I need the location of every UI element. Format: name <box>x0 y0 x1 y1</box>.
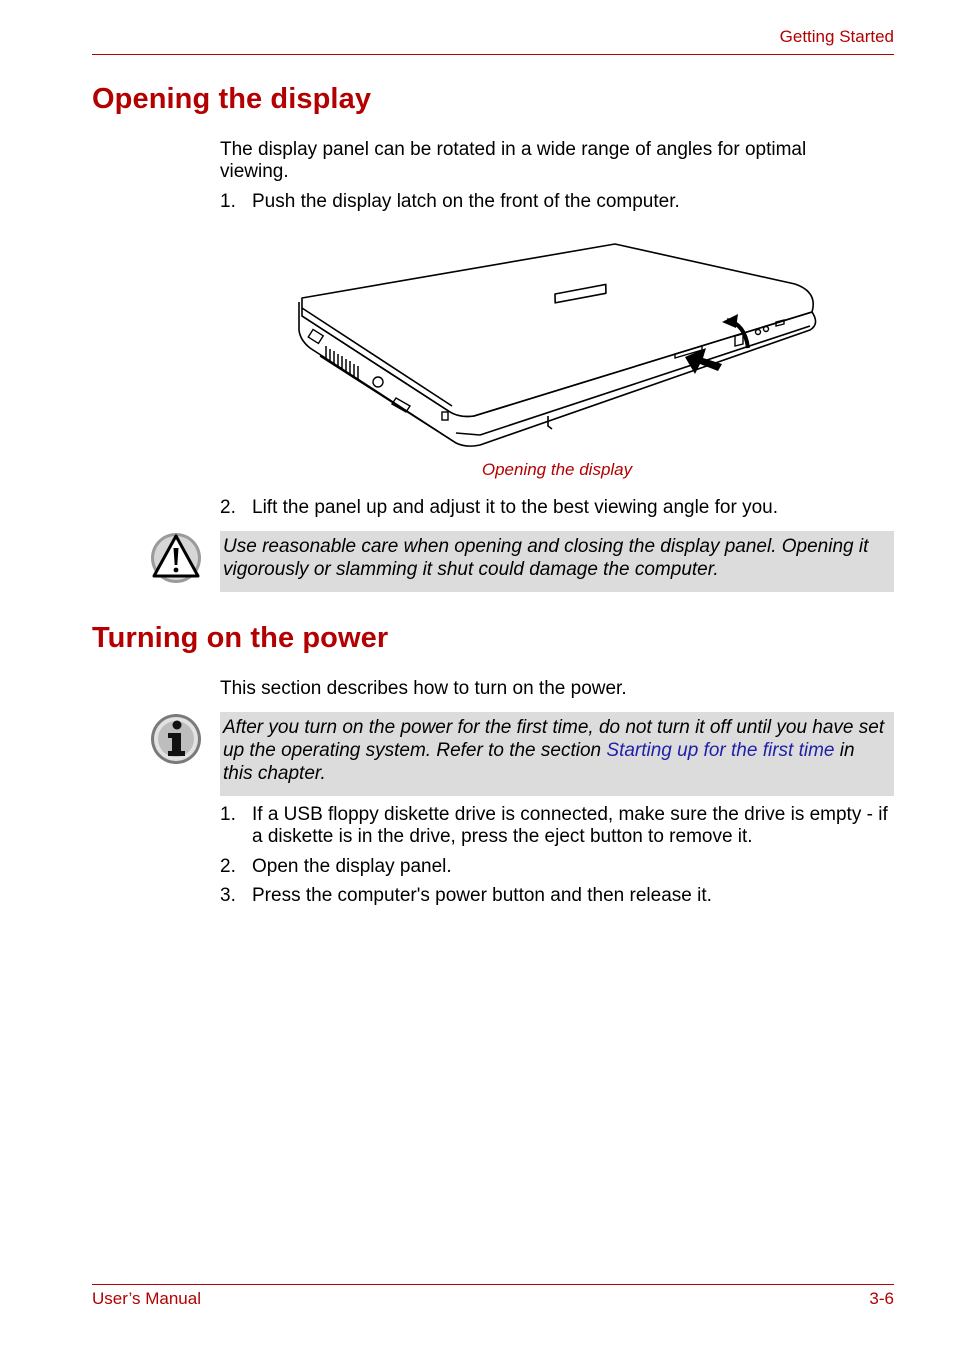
info-note-text-end: in this chapter. <box>223 740 855 784</box>
caution-text: Use reasonable care when opening and closing the display panel. Opening it vigorously or slamming it shut could damage the computer. <box>223 536 869 580</box>
power-intro-paragraph: This section describes how to turn on the power. <box>220 678 627 699</box>
starting-up-link[interactable]: Starting up for the first time <box>606 740 835 761</box>
power-step-3 <box>220 885 892 907</box>
caution-note <box>220 531 894 592</box>
running-header: Getting Started <box>779 27 894 46</box>
step-push-latch <box>220 191 892 213</box>
footer-rule <box>92 1284 894 1285</box>
figure-caption: Opening the display <box>481 460 633 479</box>
power-step-2 <box>220 856 892 878</box>
section-title-turning-on-power: Turning on the power <box>92 622 389 654</box>
step-number: 2. <box>220 497 236 518</box>
step-text: Press the computer's power button and then release it. <box>252 885 712 906</box>
page-number: 3-6 <box>869 1289 894 1308</box>
power-step-1 <box>220 804 892 848</box>
step-lift-panel <box>220 497 892 519</box>
step-number: 3. <box>220 885 236 906</box>
intro-paragraph: The display panel can be rotated in a wide range of angles for optimal viewing. <box>220 139 807 182</box>
info-note <box>220 712 894 796</box>
section-title-opening-display: Opening the display <box>92 83 372 115</box>
warning-icon <box>148 530 204 586</box>
laptop-illustration <box>290 236 830 454</box>
step-number: 2. <box>220 856 236 877</box>
step-number: 1. <box>220 191 236 212</box>
step-text: Push the display latch on the front of the computer. <box>252 191 680 212</box>
step-text: If a USB floppy diskette drive is connected, make sure the drive is empty - if a diskette is in the drive, press the eject button to remove it. <box>252 804 888 847</box>
step-text: Lift the panel up and adjust it to the best viewing angle for you. <box>252 497 779 518</box>
step-number: 1. <box>220 804 236 825</box>
step-text: Open the display panel. <box>252 856 452 877</box>
info-note-text: After you turn on the power for the first time, do not turn it off until you have set up the operating system. Refer to the section <box>223 717 885 761</box>
header-rule <box>92 54 894 55</box>
info-icon <box>148 711 204 767</box>
footer-manual-title: User’s Manual <box>92 1289 201 1308</box>
